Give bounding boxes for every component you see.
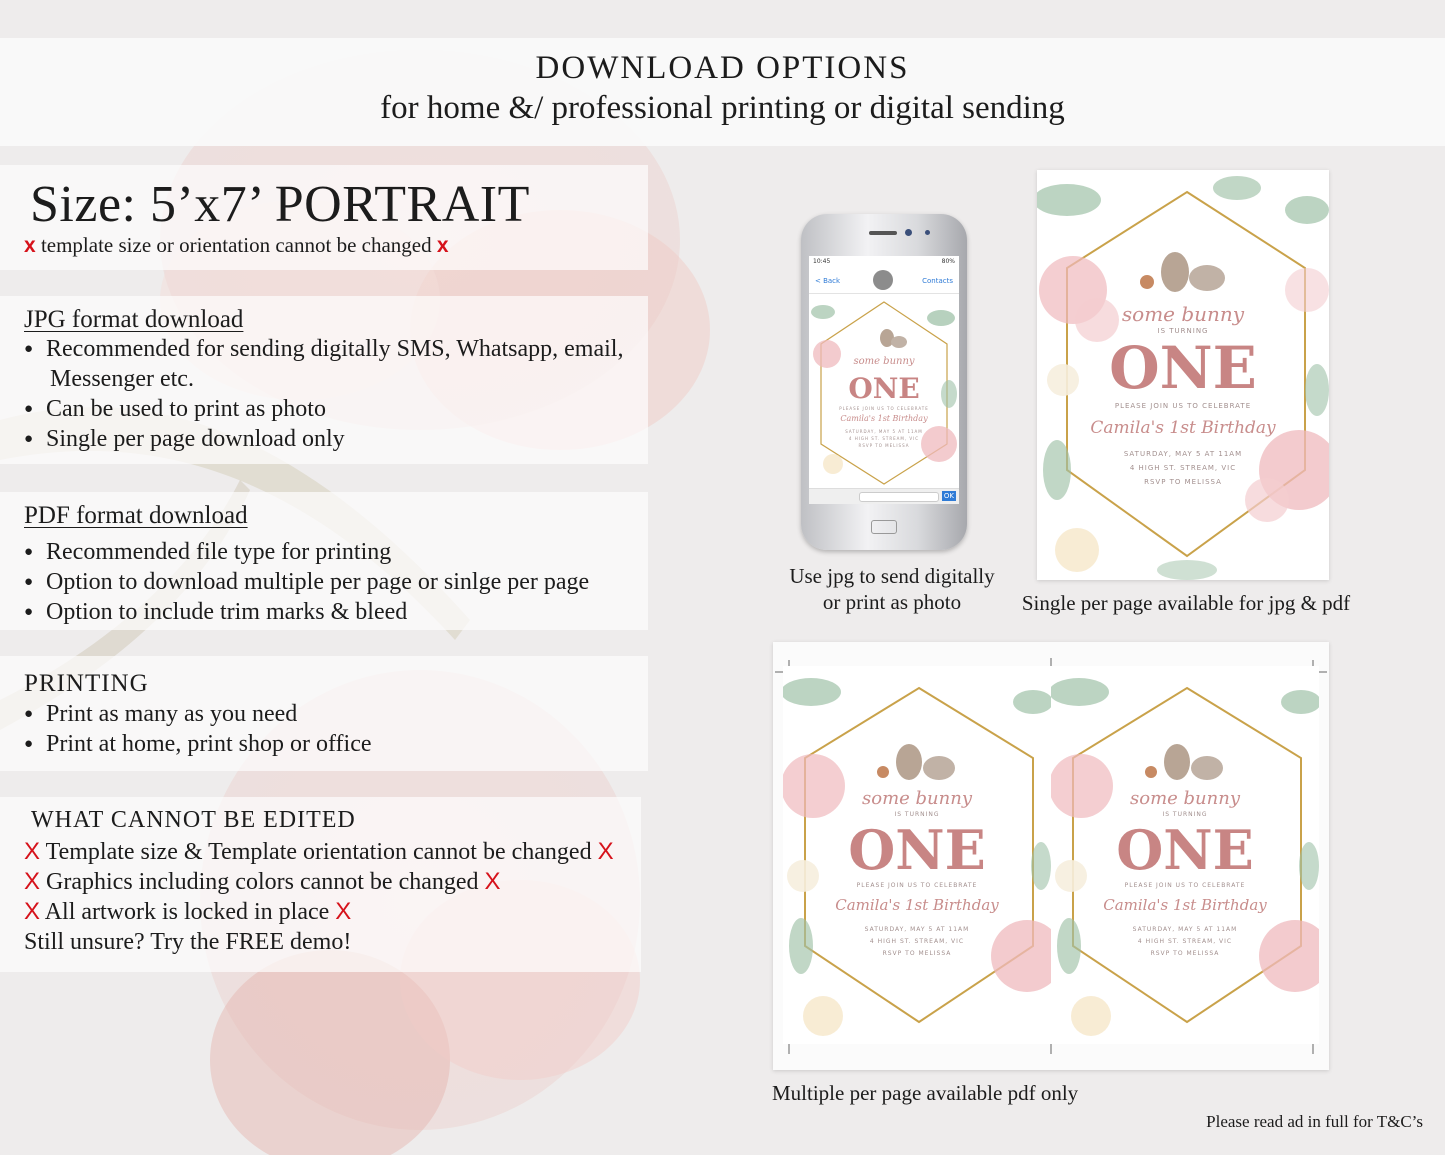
phone-invite-big-text: ONE [848, 372, 920, 405]
invite-join: PLEASE JOIN US TO CELEBRATE [856, 882, 978, 889]
phone-invite-rsvp: RSVP TO MELISSA [858, 443, 910, 448]
x-mark: X [484, 868, 501, 895]
phone-invitation-preview [809, 294, 959, 488]
phone-screen [809, 256, 959, 504]
jpg-heading: JPG format download [24, 306, 244, 333]
invite-script-title: some bunny [862, 788, 972, 809]
cannot-edit-heading: WHAT CANNOT BE EDITED [31, 807, 356, 833]
phone-sensor-icon [925, 230, 930, 235]
cannot-edit-line-2: X Graphics including colors cannot be changed X [24, 868, 501, 895]
phone-status-bar [809, 256, 959, 268]
phone-invite-join: PLEASE JOIN US TO CELEBRATE [839, 406, 929, 411]
phone-invite-name: Camila's 1st Birthday [840, 414, 928, 423]
message-input-field [859, 492, 939, 502]
x-mark: X [335, 898, 352, 925]
phone-invite-script-title: some bunny [853, 356, 915, 367]
invite-rsvp: RSVP TO MELISSA [1150, 950, 1220, 957]
invitation-copy-left [783, 666, 1051, 1044]
phone-battery: 80% [941, 258, 955, 265]
list-item: ● Single per page download only [24, 424, 623, 454]
contact-avatar-icon [873, 270, 893, 290]
invite-date: SATURDAY, MAY 5 AT 11AM [864, 926, 970, 933]
printing-panel [0, 656, 648, 771]
invite-turning: IS TURNING [894, 811, 940, 818]
single-invitation-preview [1037, 170, 1329, 580]
phone-camera-icon [905, 229, 912, 236]
phone-bottom-keys [801, 512, 967, 542]
header-band [0, 38, 1445, 146]
invite-turning: IS TURNING [1162, 811, 1208, 818]
invite-date: SATURDAY, MAY 5 AT 11AM [1123, 450, 1243, 458]
printing-bullet-list [24, 699, 372, 759]
invite-name: Camila's 1st Birthday [835, 896, 999, 914]
page-subtitle: for home &/ professional printing or digital sending [380, 90, 1065, 126]
jpg-bullet-1-line-2: Messenger etc. [50, 366, 194, 392]
pdf-heading: PDF format download [24, 502, 248, 529]
invite-big-text: ONE [1116, 818, 1254, 882]
cannot-edit-panel [0, 797, 641, 972]
list-item [24, 334, 623, 394]
pdf-panel [0, 492, 648, 630]
invite-address: 4 HIGH ST. STREAM, VIC [1137, 938, 1233, 945]
phone-message-input-bar [809, 488, 959, 504]
x-mark: X [597, 838, 614, 865]
jpg-bullet-1-line-1: Recommended for sending digitally SMS, Whatsapp, email, [46, 336, 624, 362]
invite-name: Camila's 1st Birthday [1103, 896, 1267, 914]
x-mark: X [24, 868, 41, 895]
phone-contacts-link: Contacts [922, 277, 953, 285]
terms-footnote: Please read ad in full for T&C’s [1206, 1112, 1423, 1131]
invite-rsvp: RSVP TO MELISSA [1144, 478, 1222, 486]
page-title: DOWNLOAD OPTIONS [535, 50, 910, 86]
invite-rsvp: RSVP TO MELISSA [882, 950, 952, 957]
x-mark: X [24, 838, 41, 865]
multiple-caption: Multiple per page available pdf only [772, 1081, 1079, 1105]
home-button-icon [871, 520, 897, 534]
phone-nav-bar [809, 268, 959, 294]
cannot-edit-lines [24, 837, 614, 957]
invite-script-title: some bunny [1130, 788, 1240, 809]
printing-heading: PRINTING [24, 670, 149, 697]
pdf-bullet-list [24, 537, 589, 627]
size-note [24, 233, 449, 258]
size-panel [0, 165, 648, 270]
list-item: ● Print at home, print shop or office [24, 729, 372, 759]
free-demo-line: Still unsure? Try the FREE demo! [24, 929, 352, 955]
invite-name: Camila's 1st Birthday [1090, 418, 1276, 438]
single-caption: Single per page available for jpg & pdf [1021, 591, 1351, 615]
phone-caption-line-1: Use jpg to send digitally [789, 564, 995, 588]
invite-join: PLEASE JOIN US TO CELEBRATE [1124, 882, 1246, 889]
phone-invite-address: 4 HIGH ST. STREAM, VIC [848, 436, 920, 441]
phone-mockup [801, 214, 967, 550]
invite-address: 4 HIGH ST. STREAM, VIC [1129, 464, 1237, 472]
list-item: ● Option to download multiple per page or sinlge per page [24, 567, 589, 597]
phone-back-link: < Back [815, 277, 841, 285]
x-mark: x [436, 234, 449, 257]
jpg-bullet-list [24, 334, 623, 454]
phone-time: 10:45 [813, 258, 831, 265]
list-item: ● Recommended file type for printing [24, 537, 589, 567]
list-item: ● Can be used to print as photo [24, 394, 623, 424]
phone-caption-line-2: or print as photo [822, 590, 962, 614]
cannot-edit-line-3: X All artwork is locked in place X [24, 898, 352, 925]
size-note-text: template size or orientation cannot be changed [40, 233, 432, 257]
phone-speaker [869, 231, 897, 235]
invite-address: 4 HIGH ST. STREAM, VIC [869, 938, 965, 945]
phone-invite-date: SATURDAY, MAY 5 AT 11AM [845, 429, 923, 434]
size-title: Size: 5’x7’ PORTRAIT [30, 176, 530, 233]
invite-turning: IS TURNING [1157, 327, 1209, 335]
invite-big-text: ONE [848, 818, 986, 882]
cannot-edit-line-1: X Template size & Template orientation cannot be changed X [24, 838, 614, 865]
invite-date: SATURDAY, MAY 5 AT 11AM [1132, 926, 1238, 933]
multiple-per-page-preview [773, 642, 1329, 1070]
x-mark: x [24, 234, 36, 257]
jpg-panel [0, 296, 648, 464]
list-item: ● Print as many as you need [24, 699, 372, 729]
phone-caption [770, 563, 1014, 615]
x-mark: X [24, 898, 41, 925]
list-item: ● Option to include trim marks & bleed [24, 597, 589, 627]
invite-script-title: some bunny [1121, 302, 1245, 326]
invite-join: PLEASE JOIN US TO CELEBRATE [1114, 402, 1252, 410]
invitation-copy-right [1051, 666, 1319, 1044]
send-button: OK [943, 492, 954, 500]
invite-big-text: ONE [1109, 334, 1257, 402]
